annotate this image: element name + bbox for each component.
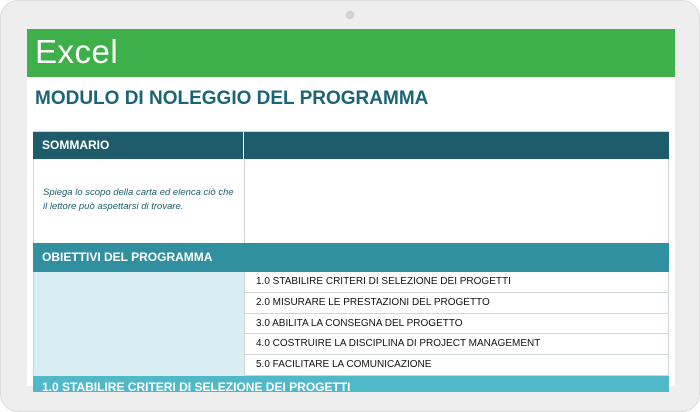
sommario-description: Spiega lo scopo della carta ed elenca ciò che il lettore può aspettarsi di trovare. [34,159,245,243]
app-banner [27,29,675,77]
screen [27,29,675,394]
obiettivo-item[interactable]: 4.0 COSTRUIRE LA DISCIPLINA DI PROJECT MANAGEMENT [245,334,669,355]
page-title: MODULO DI NOLEGGIO DEL PROGRAMMA [35,88,429,109]
charter-form [33,131,669,394]
sommario-row [33,159,669,243]
sommario-header: SOMMARIO [33,132,244,159]
app-banner-title: Excel [35,33,119,70]
obiettivo-item[interactable]: 5.0 FACILITARE LA COMUNICAZIONE [245,355,669,376]
sommario-header-row [33,132,669,159]
sommario-input-cell[interactable] [245,159,669,243]
obiettivi-list [245,272,669,376]
obiettivi-block [33,272,669,376]
section-1-header: 1.0 STABILIRE CRITERI DI SELEZIONE DEI PROGETTI [33,376,669,392]
camera-dot [346,11,354,19]
obiettivo-item[interactable]: 3.0 ABILITA LA CONSEGNA DEL PROGETTO [245,314,669,335]
obiettivo-item[interactable]: 2.0 MISURARE LE PRESTAZIONI DEL PROGETTO [245,293,669,314]
obiettivi-header: OBIETTIVI DEL PROGRAMMA [33,243,669,272]
obiettivo-item[interactable]: 1.0 STABILIRE CRITERI DI SELEZIONE DEI PROGETTI [245,272,669,293]
obiettivi-label-cell[interactable] [34,272,245,376]
